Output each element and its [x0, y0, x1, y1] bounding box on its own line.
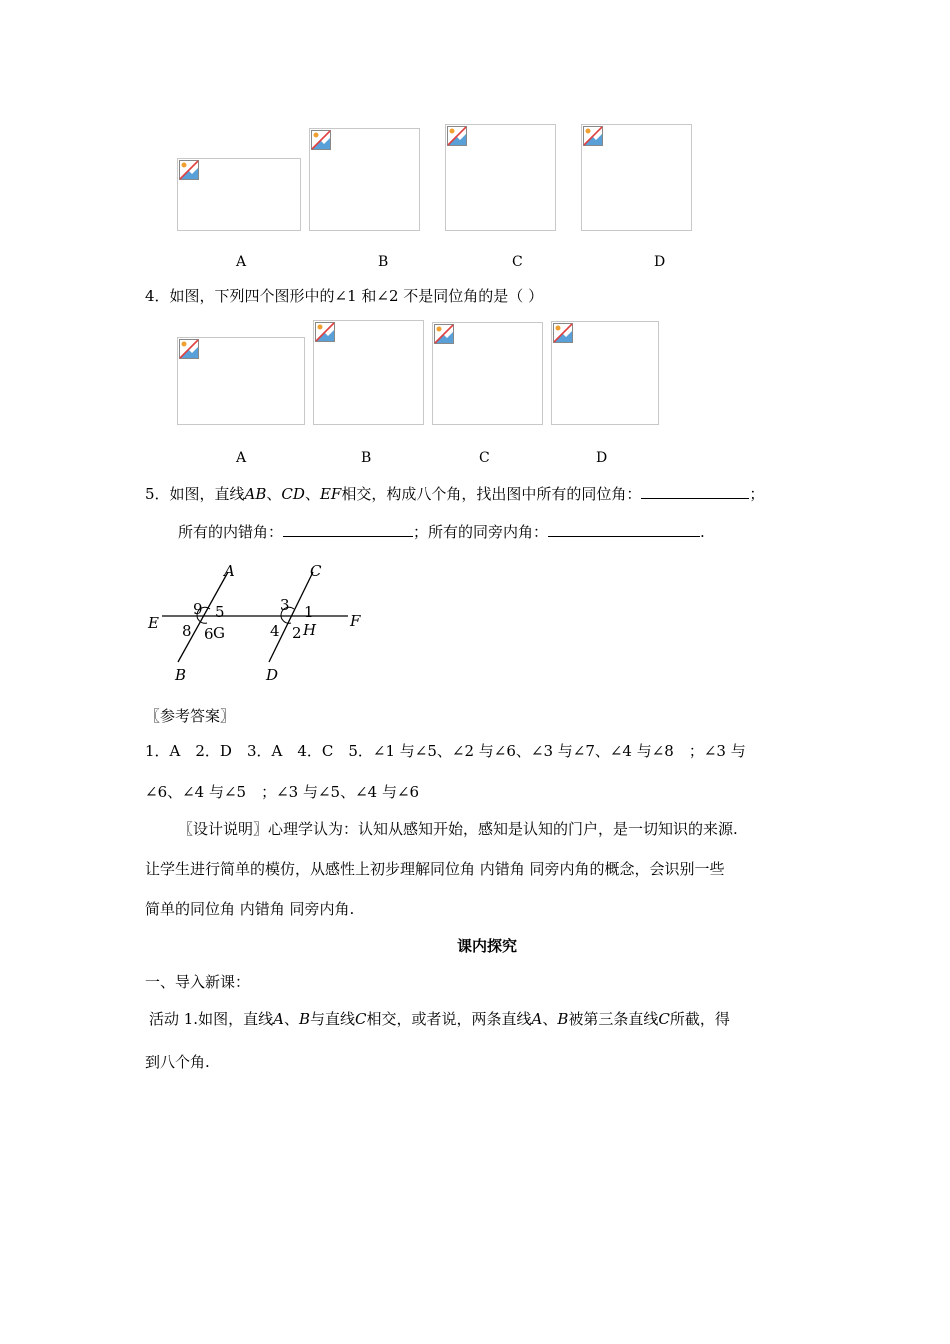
angle-3-label: 3	[280, 596, 290, 614]
q4-label-c: C	[479, 450, 490, 466]
q5-line1-post: 相交，构成八个角，找出图中所有的同位角：	[341, 485, 642, 503]
q4-figure-c	[432, 322, 543, 425]
broken-image-icon	[179, 160, 199, 180]
intro-heading: 一、导入新课：	[145, 973, 251, 991]
q3-label-a: A	[236, 254, 247, 270]
point-b-label: B	[175, 666, 187, 684]
broken-image-icon	[583, 126, 603, 146]
q5-line-2	[178, 522, 705, 542]
q4-label-d: D	[596, 450, 608, 466]
angle-4-label: 4	[270, 622, 280, 640]
q5-line-1	[145, 484, 764, 504]
line-b: B	[557, 1010, 569, 1028]
period: .	[700, 523, 705, 541]
line-a: A	[273, 1010, 284, 1028]
answers-line-1: 1．A 2．D 3．A 4．C 5．∠1 与∠5、∠2 与∠6、∠3 与∠7、∠4 与∠8 ；∠3 与	[145, 742, 746, 760]
point-f-label: F	[350, 612, 361, 630]
broken-image-icon	[179, 339, 199, 359]
design-note-line-3: 简单的同位角 内错角 同旁内角.	[145, 900, 355, 918]
activity-text: 与直线	[309, 1010, 355, 1028]
q3-figure-c	[445, 124, 556, 231]
line-c: C	[355, 1010, 367, 1028]
angle-5-label: 5	[215, 603, 225, 621]
separator: 、	[304, 485, 320, 503]
line-b: B	[298, 1010, 310, 1028]
answers-heading: 〖参考答案〗	[145, 707, 236, 725]
q3-label-b: B	[378, 254, 389, 270]
line-a: A	[531, 1010, 543, 1028]
angle-2-label: 2	[292, 624, 302, 642]
activity-text: 活动 1.如图，直线	[149, 1010, 274, 1028]
q3-label-c: C	[512, 254, 523, 270]
q3-figure-d	[581, 124, 692, 231]
intersecting-lines-diagram	[140, 558, 380, 690]
q4-figure-a	[177, 337, 305, 425]
broken-image-icon	[553, 323, 573, 343]
activity-1-line-2: 到八个角.	[145, 1053, 210, 1071]
broken-image-icon	[434, 324, 454, 344]
broken-image-icon	[447, 126, 467, 146]
point-h-label: H	[303, 621, 317, 639]
q4-label-a: A	[236, 450, 247, 466]
line-ab: AB	[244, 485, 267, 503]
q3-label-d: D	[654, 254, 666, 270]
angle-9-label: 9	[193, 600, 203, 618]
q4-figure-d	[551, 321, 659, 425]
design-note-line-1: 〖设计说明〗心理学认为：认知从感知开始，感知是认知的门户，是一切知识的来源.	[178, 820, 738, 838]
activity-text: 所截，得	[669, 1010, 730, 1028]
point-d-label: D	[266, 666, 279, 684]
point-e-label: E	[148, 614, 159, 632]
q4-question: 4．如图，下列四个图形中的∠1 和∠2 不是同位角的是（ ）	[145, 287, 544, 305]
line-ef: EF	[319, 485, 342, 503]
activity-text: 被第三条直线	[568, 1010, 659, 1028]
point-a-label: A	[224, 562, 235, 580]
line-c: C	[658, 1010, 670, 1028]
angle-6-label: 6	[204, 625, 214, 643]
answers-line-2: ∠6、∠4 与∠5 ；∠3 与∠5、∠4 与∠6	[145, 783, 420, 801]
q3-figure-a	[177, 158, 301, 231]
line-cd: CD	[281, 485, 305, 503]
broken-image-icon	[315, 322, 335, 342]
separator: 、	[283, 1010, 299, 1028]
q5-line2-label-b: ；所有的同旁内角：	[413, 523, 549, 541]
angle-8-label: 8	[182, 622, 192, 640]
alternate-angles-blank[interactable]	[283, 522, 413, 537]
point-g-label: G	[213, 624, 225, 642]
corresponding-angles-blank[interactable]	[641, 484, 749, 499]
separator: 、	[266, 485, 282, 503]
separator: 、	[542, 1010, 558, 1028]
section-title: 课内探究	[457, 937, 518, 955]
design-note-line-2: 让学生进行简单的模仿，从感性上初步理解同位角 内错角 同旁内角的概念，会识别一些	[145, 860, 725, 878]
q5-line1-pre: 5．如图，直线	[145, 485, 245, 503]
q4-label-b: B	[361, 450, 372, 466]
activity-1-line-1	[149, 1009, 730, 1029]
semicolon: ；	[749, 485, 765, 503]
activity-text: 相交，或者说，两条直线	[366, 1010, 532, 1028]
same-side-angles-blank[interactable]	[548, 522, 700, 537]
q3-figure-b	[309, 128, 420, 231]
point-c-label: C	[310, 562, 322, 580]
q4-figure-b	[313, 320, 424, 425]
broken-image-icon	[311, 130, 331, 150]
angle-1-label: 1	[304, 603, 314, 621]
q5-line2-label-a: 所有的内错角：	[178, 523, 284, 541]
